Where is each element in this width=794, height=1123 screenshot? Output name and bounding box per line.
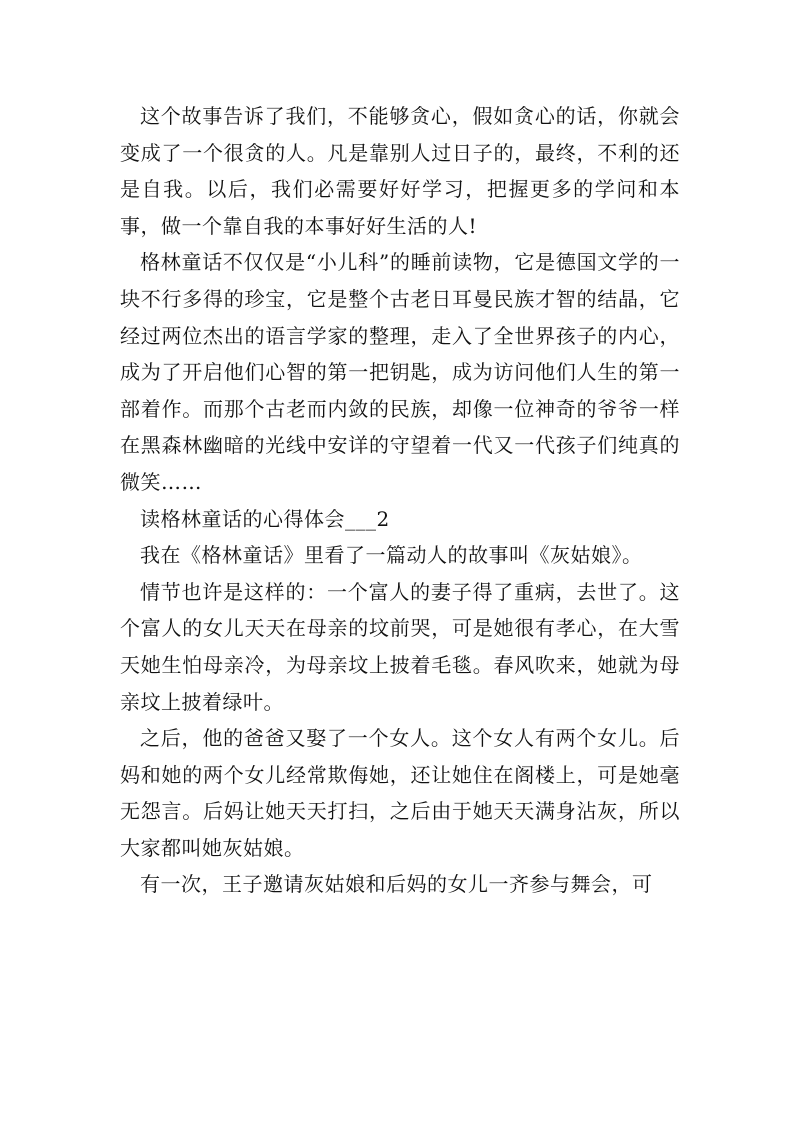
paragraph-plot: 情节也许是这样的：一个富人的妻子得了重病，去世了。这个富人的女儿天天在母亲的坟前哭，可是她很有孝心，在大雪天她生怕母亲冷，为母亲坟上披着毛毯。春风吹来，她就为母亲坟上披着绿叶。 (120, 579, 680, 714)
paragraph-ball: 有一次，王子邀请灰姑娘和后妈的女儿一齐参与舞会，可 (140, 872, 653, 897)
paragraph-moral: 这个故事告诉了我们，不能够贪心，假如贪心的话，你就会变成了一个很贪的人。凡是靠别人过日子的，最终，不利的还是自我。以后，我们必需要好好学习，把握更多的学问和本事，做一个靠自我的本事好好生活的人! (120, 104, 680, 238)
paragraph-grimm-intro: 格林童话不仅仅是“小儿科”的睡前读物，它是德国文学的一块不行多得的珍宝，它是整个古老日耳曼民族才智的结晶，它经过两位杰出的语言学家的整理，走入了全世界孩子的内心，成为了开启他们心智的第一把钥匙，成为访问他们人生的第一部着作。而那个古老而内敛的民族，却像一位神奇的爷爷一样在黑森林幽暗的光线中安详的守望着一代又一代孩子们纯真的微笑…… (120, 250, 680, 494)
section-heading: 读格林童话的心得体会___2 (140, 506, 390, 531)
paragraph-stepmother: 之后，他的爸爸又娶了一个女人。这个女人有两个女儿。后妈和她的两个女儿经常欺侮她，还让她住在阁楼上，可是她毫无怨言。后妈让她天天打扫，之后由于她天天满身沾灰，所以大家都叫她灰姑娘。 (120, 726, 680, 860)
document-body (120, 98, 680, 903)
paragraph-cinderella-intro: 我在《格林童话》里看了一篇动人的故事叫《灰姑娘》。 (140, 543, 643, 568)
